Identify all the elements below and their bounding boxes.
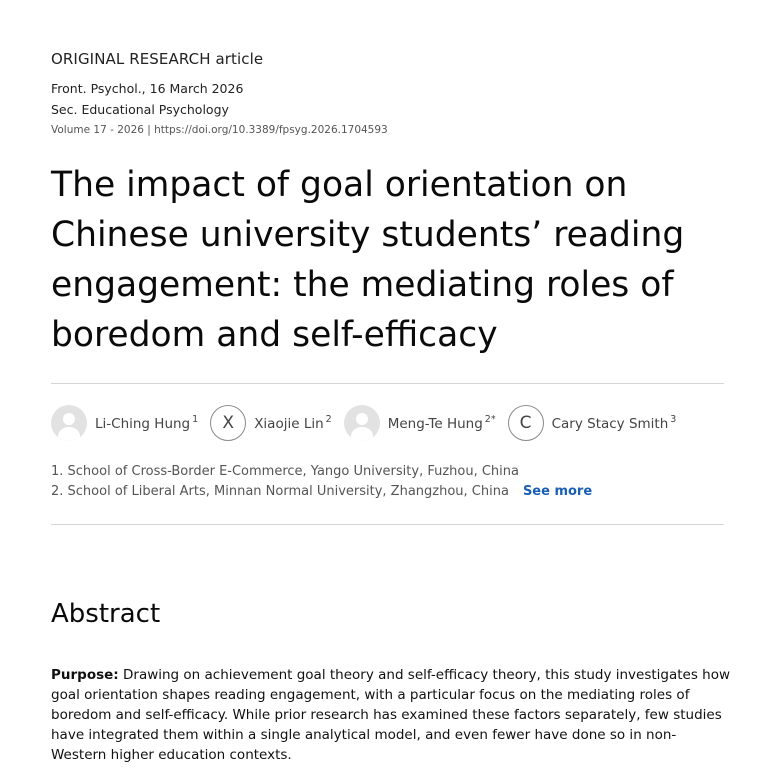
- article-type: ORIGINAL RESEARCH article: [51, 50, 264, 68]
- journal-date: Front. Psychol., 16 March 2026: [51, 81, 244, 96]
- abstract-heading: Abstract: [51, 599, 161, 629]
- author-initial-avatar: X: [210, 405, 246, 441]
- see-more-link[interactable]: See more: [522, 484, 593, 499]
- author-name[interactable]: Meng-Te Hung $^{2*}$: [387, 414, 496, 432]
- purpose-label: Purpose:: [51, 667, 119, 683]
- author-item[interactable]: [508, 405, 677, 441]
- volume-label: Volume 17 - 2026 |: [51, 124, 155, 136]
- author-name[interactable]: Cary Stacy Smith $^3$: [551, 414, 677, 432]
- avatar-placeholder-icon: [344, 405, 380, 441]
- author-affiliation-ref: 1: [192, 414, 199, 425]
- author-name[interactable]: Li-Ching Hung $^1$: [95, 414, 199, 432]
- affiliation-1: 1. School of Cross-Border E-Commerce, Yango University, Fuzhou, China: [51, 464, 519, 479]
- author-name[interactable]: Xiaojie Lin $^2$: [254, 414, 332, 432]
- abstract-paragraph: [51, 665, 731, 765]
- affiliation-2: 2. School of Liberal Arts, Minnan Normal University, Zhangzhou, China: [51, 484, 509, 499]
- divider-top: [51, 383, 724, 384]
- author-affiliation-ref: 2*: [484, 414, 496, 425]
- doi-link[interactable]: https://doi.org/10.3389/fpsyg.2026.1704593: [154, 124, 388, 136]
- divider-bottom: [51, 524, 724, 525]
- volume-doi-line: [51, 124, 388, 136]
- journal-section: Sec. Educational Psychology: [51, 102, 229, 117]
- author-item[interactable]: [344, 405, 496, 441]
- author-list: [51, 405, 688, 441]
- author-initial-avatar: C: [508, 405, 544, 441]
- author-item[interactable]: [51, 405, 198, 441]
- author-affiliation-ref: 3: [670, 414, 677, 425]
- author-affiliation-ref: 2: [325, 414, 332, 425]
- purpose-text: Drawing on achievement goal theory and self-efficacy theory, this study investigates how goal orientation shapes reading engagement, with a particular focus on the mediating roles of boredom and self-efficacy. While prior research has examined these factors separately, few studies have integrated them within a single analytical model, and even fewer have done so in non-Western higher education contexts.: [51, 667, 731, 763]
- avatar-placeholder-icon: [51, 405, 87, 441]
- author-item[interactable]: [210, 405, 332, 441]
- affiliation-row-2: [51, 484, 592, 499]
- article-title: The impact of goal orientation on Chinese university students’ reading engagement: the mediating roles of boredom and self-efficacy: [51, 165, 685, 355]
